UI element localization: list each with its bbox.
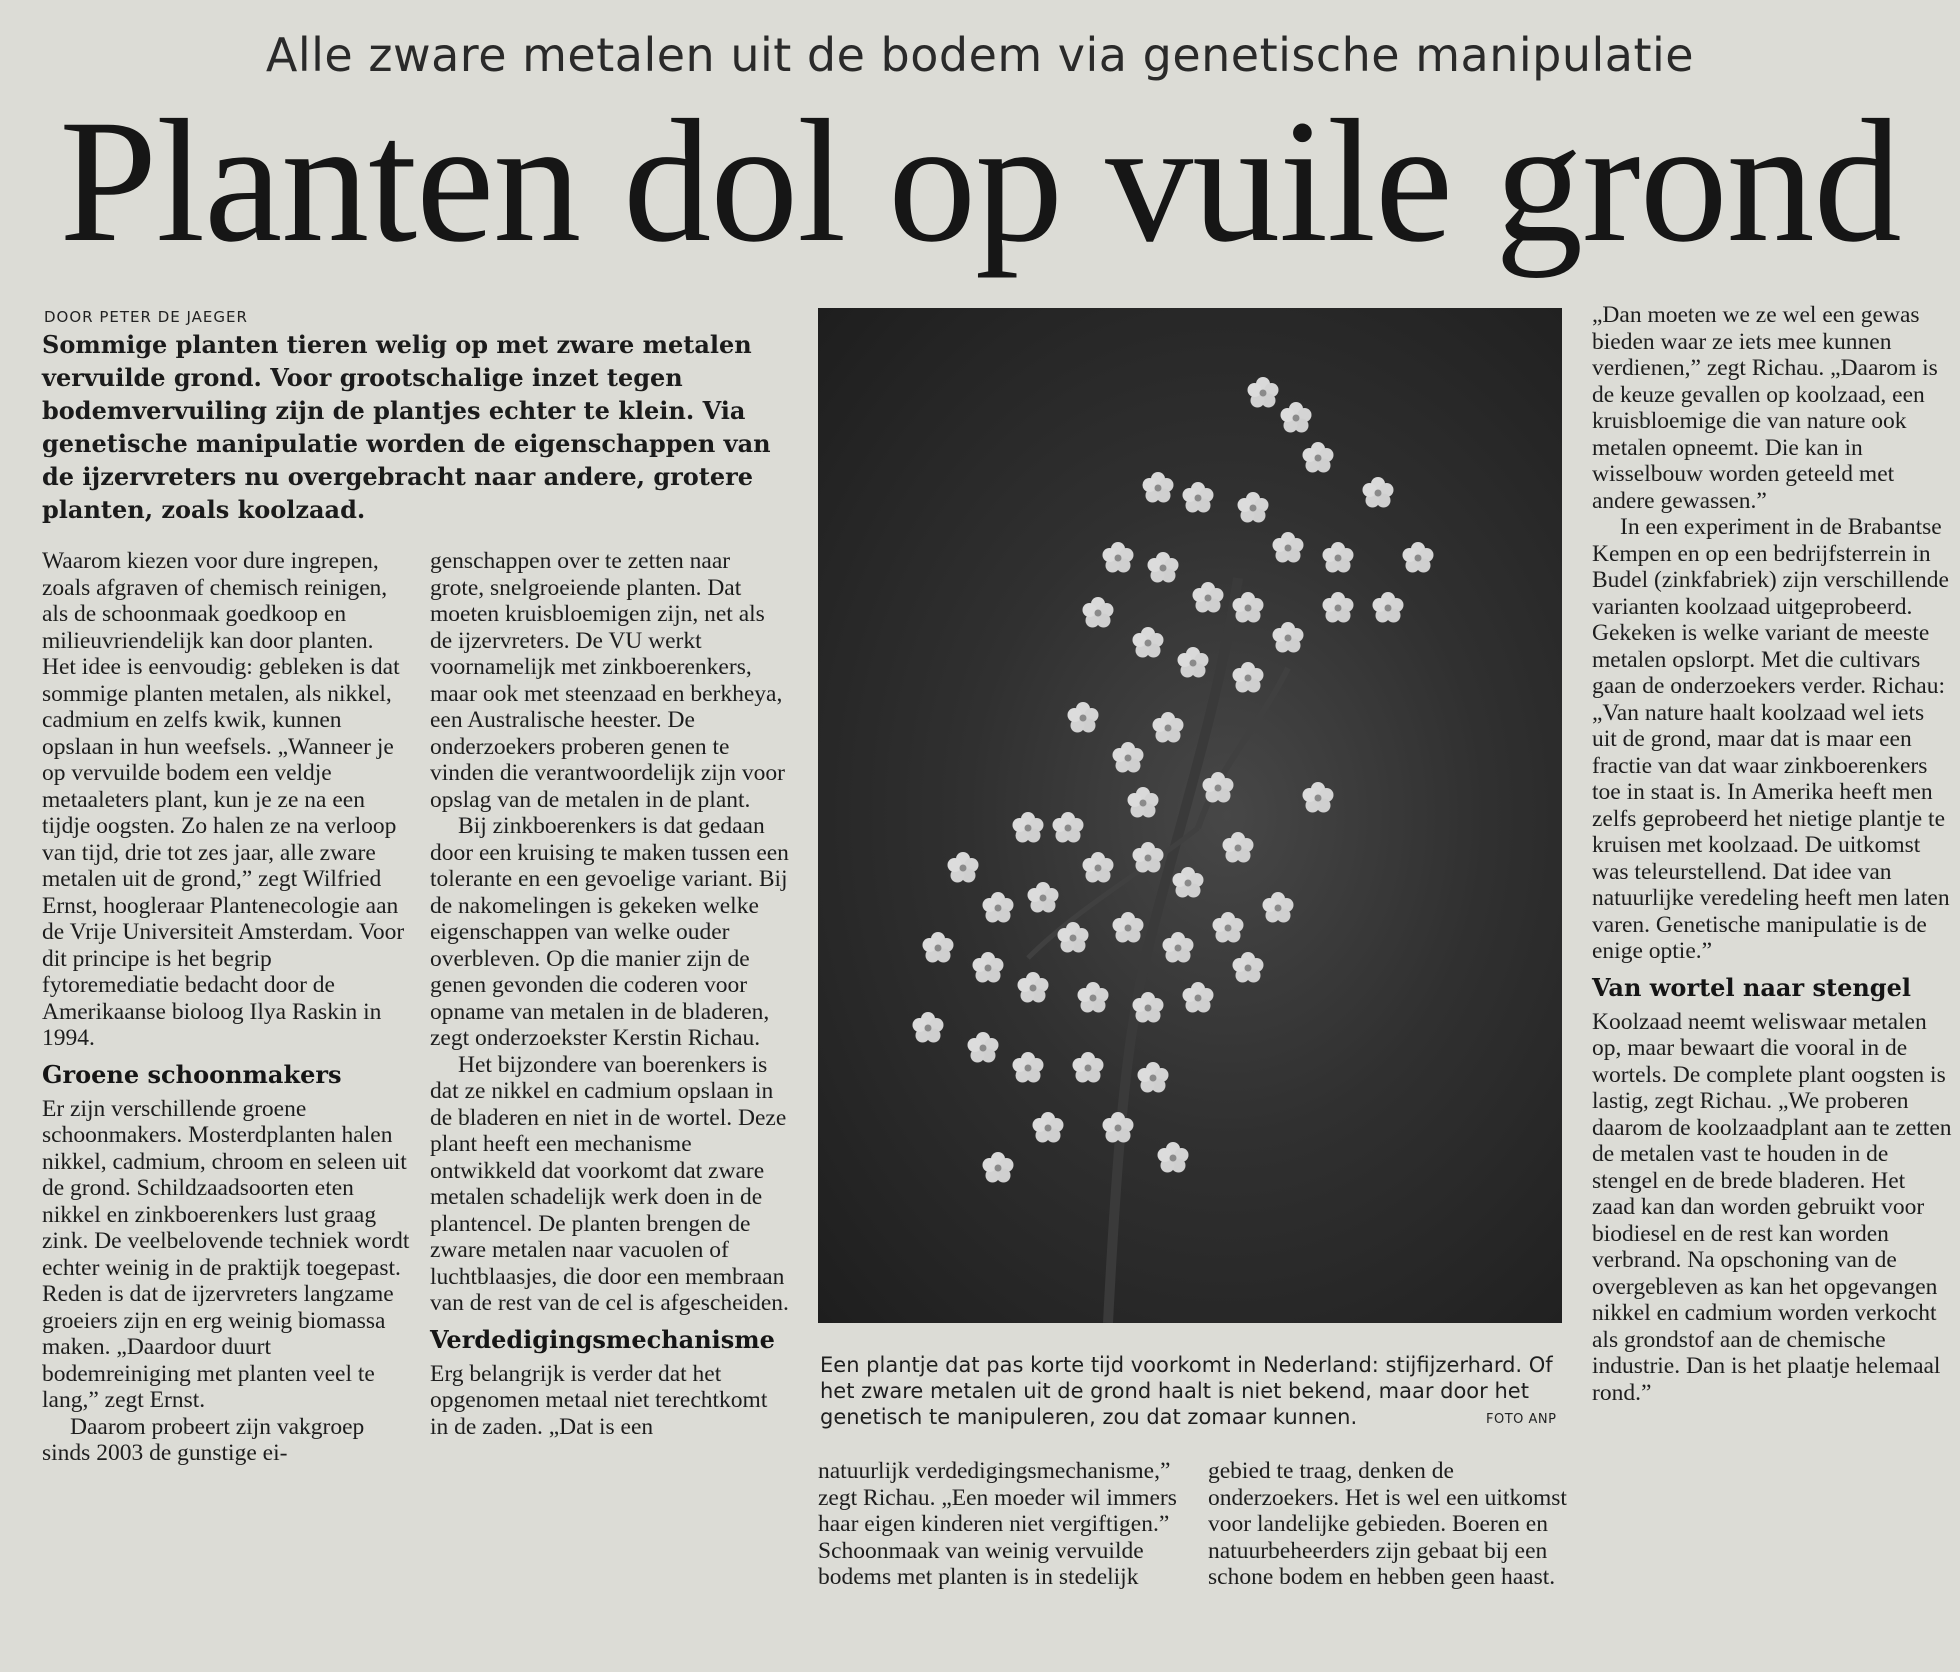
article-subtitle: Alle zware metalen uit de bodem via genetische manipulatie <box>265 28 1695 82</box>
column-4 <box>818 1458 1178 1591</box>
paragraph: In een experiment in de Brabantse Kempen en op een bedrijfsterrein in Budel (zinkfabriek) zijn verschillende varianten koolzaad uitgeprobeerd. Gekeken is welke variant de meeste metalen opslorpt. Met die cultivars gaan de onderzoekers verder. Richau: „Van nature haalt koolzaad wel iets uit de grond, maar dat is maar een fractie van dat waar zinkboerenkers toe in staat is. In Amerika heeft men zelfs geprobeerd het nietige plantje te kruisen met koolzaad. De uitkomst was teleurstellend. Dat idee van natuurlijke veredeling heeft men laten varen. Genetische manipulatie is de enige optie.” <box>1592 514 1950 964</box>
paragraph: genschappen over te zetten naar grote, snelgroeiende planten. Dat moeten kruisbloemigen zijn, net als de ijzervreters. De VU werkt voornamelijk met zinkboerenkers, maar ook met steenzaad en berkheya, een Australische heester. De onderzoekers proberen genen te vinden die verantwoordelijk zijn voor opslag van de metalen in de plant. <box>430 548 786 813</box>
paragraph: „Dan moeten we ze wel een gewas bieden waar ze iets mee kunnen verdienen,” zegt Richau. „Daarom is de keuze gevallen op koolzaad, een kruisbloemige die van nature ook metalen opneemt. Die kan in wisselbouw worden geteeld met andere gewassen.” <box>1592 302 1938 514</box>
paragraph: Waarom kiezen voor dure ingrepen, zoals afgraven of chemisch reinigen, als de schoonmaak goedkoop en milieuvriendelijk kan door planten. Het idee is eenvoudig: gebleken is dat sommige planten metalen, als nikkel, cadmium en zelfs kwik, kunnen opslaan in hun weefsels. „Wanneer je op vervuilde bodem een veldje metaaleters plant, kun je ze na een tijdje oogsten. Zo halen ze na verloop van tijd, drie tot zes jaar, alle zware metalen uit de grond,” zegt Wilfried Ernst, hoogleraar Plantenecologie aan de Vrije Universiteit Amsterdam. Voor dit principe is het begrip fytoremediatie bedacht door de Amerikaanse bioloog Ilya Raskin in 1994. <box>42 548 405 1051</box>
flower-cluster-photo <box>818 308 1562 1323</box>
column-5 <box>1208 1458 1568 1591</box>
paragraph: Koolzaad neemt weliswaar metalen op, maar bewaart die vooral in de wortels. De complete plant oogsten is lastig, zegt Richau. „We proberen daarom de koolzaadplant aan te zetten de metalen vast te houden in de stengel en de brede bladeren. Het zaad kan dan worden gebruikt voor biodiesel en de rest kan worden verbrand. Na opschoning van de overgebleven as kan het opgevangen nikkel en cadmium worden verkocht als grondstof aan de chemische industrie. Dan is het plaatje helemaal rond.” <box>1592 1008 1952 1406</box>
section-heading: Van wortel naar stengel <box>1592 972 1911 1002</box>
paragraph: Bij zinkboerenkers is dat gedaan door een kruising te maken tussen een tolerante en een gevoelige variant. Bij de nakomelingen is gekeken welke eigenschappen van welke ouder overbleven. Op die manier zijn de genen gevonden die coderen voor opname van metalen in de bladeren, zegt onderzoekster Kerstin Richau. <box>430 813 789 1051</box>
article-headline: Planten dol op vuile grond <box>59 84 1901 279</box>
flower-photo <box>818 308 1562 1323</box>
column-2 <box>430 548 790 1440</box>
section-heading: Verdedigingsmechanisme <box>430 1324 775 1354</box>
paragraph: gebied te traag, denken de onderzoekers. Het is wel een uitkomst voor landelijke gebieden. Boeren en natuurbeheerders zijn gebaat bij een schone bodem en hebben geen haast. <box>1208 1458 1567 1590</box>
paragraph: Er zijn verschillende groene schoonmakers. Mosterdplanten halen nikkel, cadmium, chroom en seleen uit de grond. Schildzaadsoorten eten nikkel en zinkboerenkers lust graag zink. De veelbelovende techniek wordt echter weinig in de praktijk toegepast. Reden is dat de ijzervreters langzame groeiers zijn en erg weinig biomassa maken. „Daardoor duurt bodemreiniging met planten veel te lang,” zegt Ernst. <box>42 1095 410 1413</box>
article-byline: DOOR PETER DE JAEGER <box>44 308 248 326</box>
column-3 <box>1592 302 1952 1406</box>
paragraph: Erg belangrijk is verder dat het opgenomen metaal niet terechtkomt in de zaden. „Dat is een <box>430 1360 768 1440</box>
photo-caption: Een plantje dat pas korte tijd voorkomt in Nederland: stijfijzerhard. Of het zware metalen uit de grond haalt is niet bekend, maar door het genetisch te manipuleren, zou dat zomaar kunnen. <box>820 1353 1553 1429</box>
article-lead: Sommige planten tieren welig op met zware metalen vervuilde grond. Voor grootschalige inzet tegen bodemvervuiling zijn de plantjes echter te klein. Via genetische manipulatie worden de eigenschappen van de ijzervreters nu overgebracht naar andere, grotere planten, zoals koolzaad. <box>42 330 771 524</box>
paragraph: Daarom probeert zijn vakgroep sinds 2003 de gunstige ei- <box>42 1413 365 1466</box>
section-heading: Groene schoonmakers <box>42 1059 342 1089</box>
paragraph: natuurlijk verdedigingsmechanisme,” zegt Richau. „Een moeder wil immers haar eigen kinderen niet vergiftigen.” Schoonmaak van weinig vervuilde bodems met planten is in stedelijk <box>818 1458 1177 1590</box>
column-1 <box>42 548 412 1467</box>
paragraph: Het bijzondere van boerenkers is dat ze nikkel en cadmium opslaan in de bladeren en niet in de wortel. Deze plant heeft een mechanisme ontwikkeld dat voorkomt dat zware metalen schadelijk werk doen in de plantencel. De planten brengen de zware metalen naar vacuolen of luchtblaasjes, die door een membraan van de rest van de cel is afgescheiden. <box>430 1051 789 1316</box>
photo-credit: FOTO ANP <box>1486 1412 1557 1427</box>
